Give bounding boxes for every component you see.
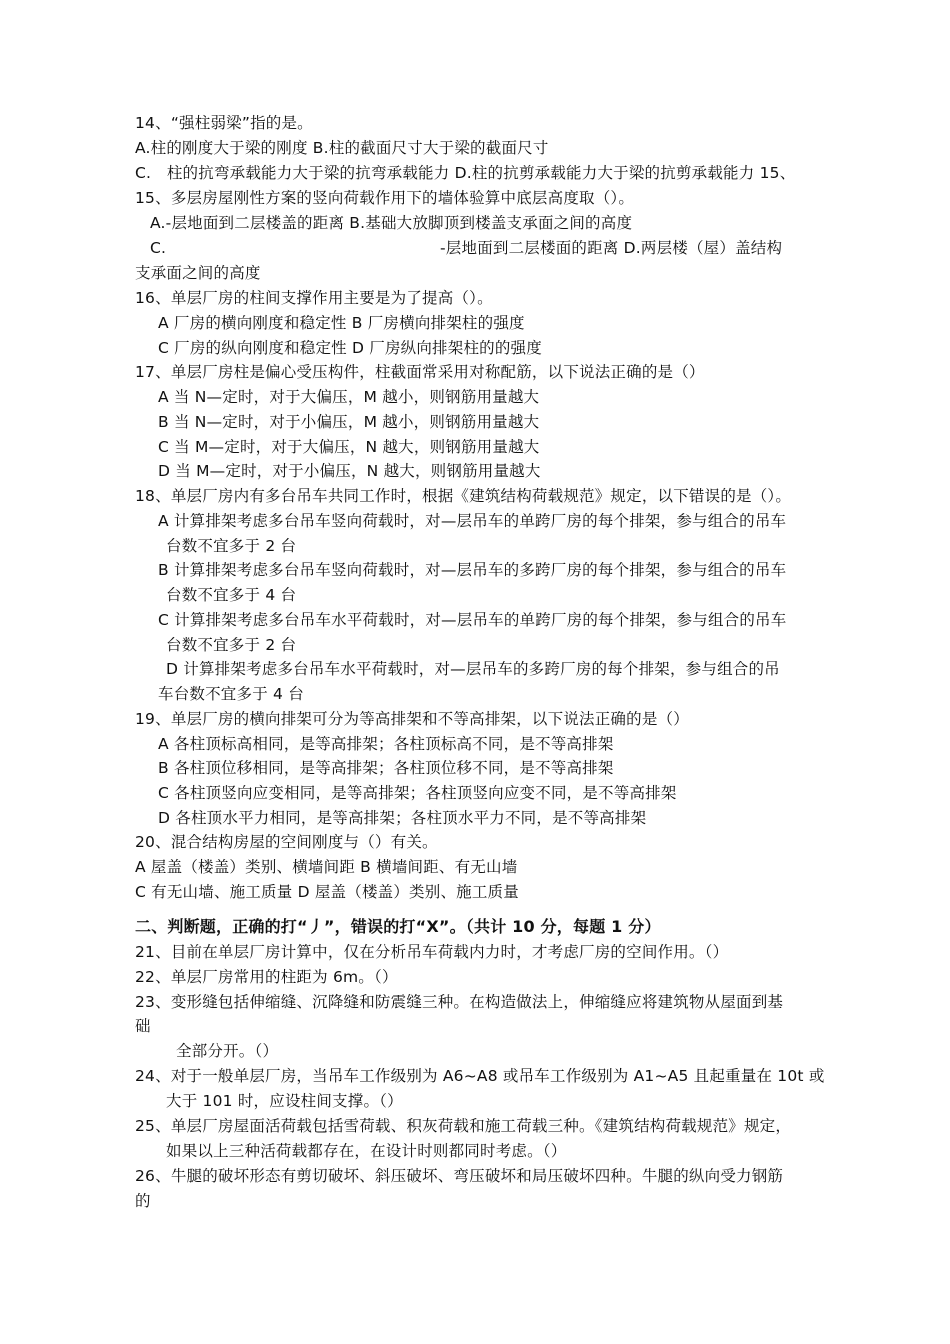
q19-option-a: A 各柱顶标高相同，是等高排架；各柱顶标高不同，是不等高排架 [158,735,614,753]
q14-options-ab: A.柱的刚度大于梁的刚度 B.柱的截面尺寸大于梁的截面尺寸 [135,139,549,157]
q18-option-c: C 计算排架考虑多台吊车水平荷载时，对—层吊车的单跨厂房的每个排架，参与组合的吊车 [158,611,787,629]
q18-option-a-cont: 台数不宜多于 2 台 [166,537,297,555]
q16-stem: 16、单层厂房的柱间支撑作用主要是为了提高（）。 [135,289,493,307]
q17-option-c: C 当 M—定时，对于大偏压，N 越大，则钢筋用量越大 [158,438,540,456]
q15-options-ab: A.-层地面到二层楼盖的距离 B.基础大放脚顶到楼盖支承面之间的高度 [150,214,633,232]
q14-options-cd: C. 柱的抗弯承载能力大于梁的抗弯承载能力 D.柱的抗剪承载能力大于梁的抗剪承载能力 15、 [135,164,796,182]
q18-option-c-cont: 台数不宜多于 2 台 [166,636,297,654]
q15-options-cd: -层地面到二层楼面的距离 D.两层楼（屋）盖结构 [440,239,783,257]
q18-option-d-cont: 车台数不宜多于 4 台 [158,685,304,703]
q14-stem: 14、“强柱弱梁”指的是。 [135,114,313,132]
q16-options-cd: C 厂房的纵向刚度和稳定性 D 厂房纵向排架柱的的强度 [158,339,542,357]
q24-stem-cont: 大于 101 时，应设柱间支撑。（） [166,1092,403,1110]
q15-stem: 15、多层房屋刚性方案的竖向荷载作用下的墙体验算中底层高度取（）。 [135,189,635,207]
q15-option-d-cont: 支承面之间的高度 [135,264,261,282]
q19-option-d: D 各柱顶水平力相同，是等高排架；各柱顶水平力不同，是不等高排架 [158,809,647,827]
q20-options-cd: C 有无山墙、施工质量 D 屋盖（楼盖）类别、施工质量 [135,883,519,901]
q21-stem: 21、目前在单层厂房计算中，仅在分析吊车荷载内力时，才考虑厂房的空间作用。（） [135,943,729,961]
q23-stem-cont: 础 [135,1017,151,1035]
q22-stem: 22、单层厂房常用的柱距为 6m。（） [135,968,398,986]
q18-option-b: B 计算排架考虑多台吊车竖向荷载时，对—层吊车的多跨厂房的每个排架，参与组合的吊车 [158,561,787,579]
q23-stem: 23、变形缝包括伸缩缝、沉降缝和防震缝三种。在构造做法上，伸缩缝应将建筑物从屋面到基 [135,993,784,1011]
q25-stem-cont: 如果以上三种活荷载都存在，在设计时则都同时考虑。（） [166,1142,567,1160]
q17-option-d: D 当 M—定时，对于小偏压，N 越大，则钢筋用量越大 [158,462,541,480]
q15-option-c-label: C. [150,239,167,257]
q17-option-a: A 当 N—定时，对于大偏压，M 越小，则钢筋用量越大 [158,388,540,406]
q18-option-d: D 计算排架考虑多台吊车水平荷载时，对—层吊车的多跨厂房的每个排架，参与组合的吊 [166,660,780,678]
q23-stem-cont2: 全部分开。（） [176,1042,279,1060]
section-two-heading: 二、判断题，正确的打“丿”，错误的打“X”。（共计 10 分，每题 1 分） [135,917,661,936]
q26-stem: 26、牛腿的破坏形态有剪切破坏、斜压破坏、弯压破坏和局压破坏四种。牛腿的纵向受力钢筋 [135,1167,784,1185]
q17-stem: 17、单层厂房柱是偏心受压构件，柱截面常采用对称配筋，以下说法正确的是（） [135,363,705,381]
q18-option-a: A 计算排架考虑多台吊车竖向荷载时，对—层吊车的单跨厂房的每个排架，参与组合的吊车 [158,512,787,530]
q20-options-ab: A 屋盖（楼盖）类别、横墙间距 B 横墙间距、有无山墙 [135,858,518,876]
q19-option-c: C 各柱顶竖向应变相同，是等高排架；各柱顶竖向应变不同，是不等高排架 [158,784,677,802]
q20-stem: 20、混合结构房屋的空间刚度与（）有关。 [135,833,438,851]
q17-option-b: B 当 N—定时，对于小偏压，M 越小，则钢筋用量越大 [158,413,540,431]
q26-stem-cont: 的 [135,1192,151,1210]
q19-option-b: B 各柱顶位移相同，是等高排架；各柱顶位移不同，是不等高排架 [158,759,614,777]
q24-stem: 24、对于一般单层厂房，当吊车工作级别为 A6~A8 或吊车工作级别为 A1~A5 且起重量在 10t 或 [135,1067,825,1085]
q25-stem: 25、单层厂房屋面活荷载包括雪荷载、积灰荷载和施工荷载三种。《建筑结构荷载规范》规定， [135,1117,792,1135]
q18-option-b-cont: 台数不宜多于 4 台 [166,586,297,604]
q16-options-ab: A 厂房的横向刚度和稳定性 B 厂房横向排架柱的强度 [158,314,525,332]
q18-stem: 18、单层厂房内有多台吊车共同工作时，根据《建筑结构荷载规范》规定，以下错误的是（）。 [135,487,792,505]
q19-stem: 19、单层厂房的横向排架可分为等高排架和不等高排架，以下说法正确的是（） [135,710,689,728]
